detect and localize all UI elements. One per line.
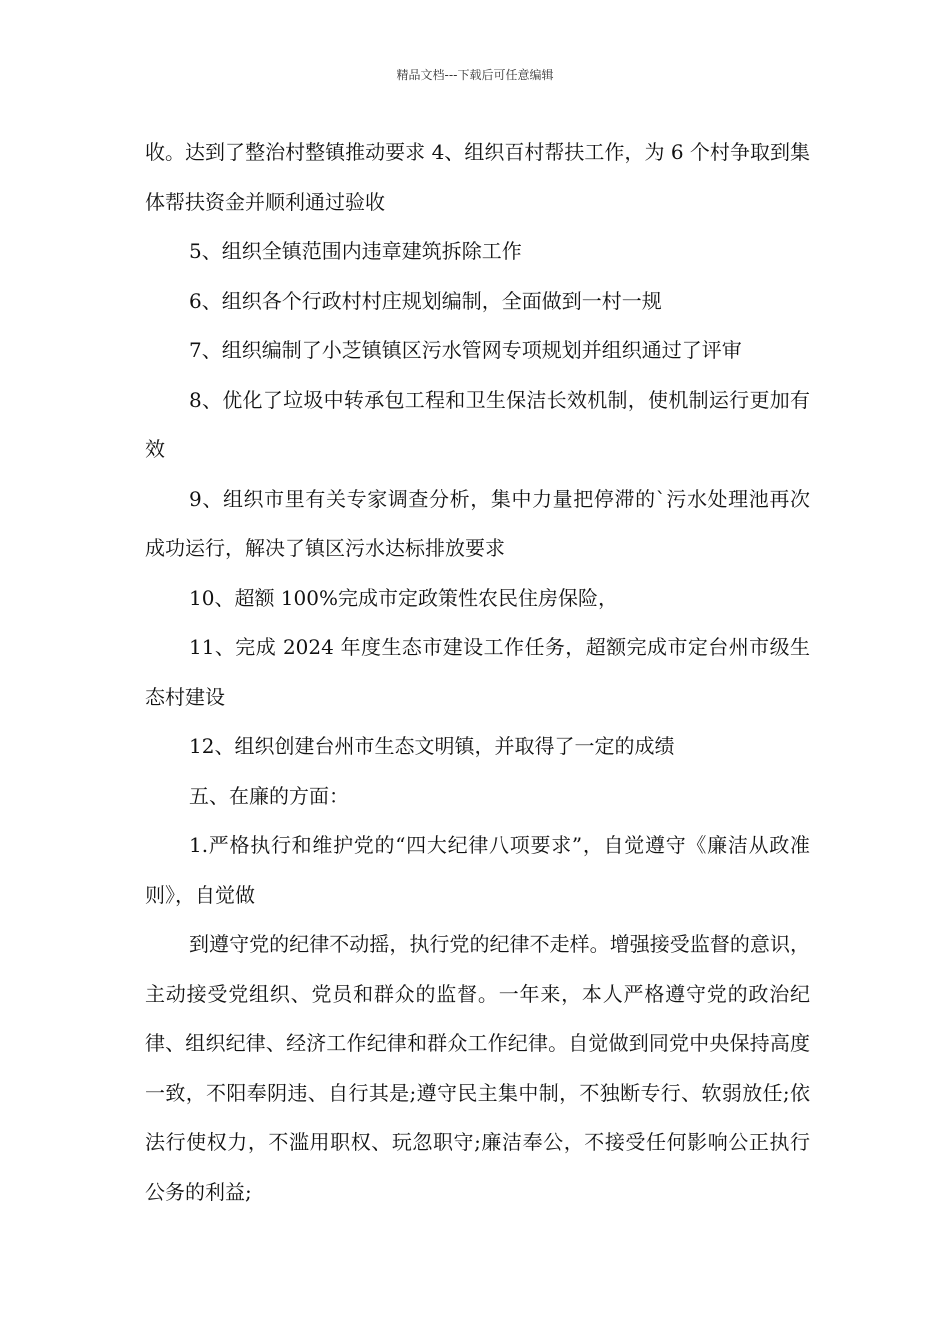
paragraph: 9、组织市里有关专家调查分析，集中力量把停滞的`污水处理池再次成功运行，解决了镇区污水达标排放要求 <box>145 486 810 560</box>
paragraph: 7、组织编制了小芝镇镇区污水管网专项规划并组织通过了评审 <box>189 338 742 362</box>
paragraph: 6、组织各个行政村村庄规划编制，全面做到一村一规 <box>189 288 662 313</box>
paragraph: 到遵守党的纪律不动摇，执行党的纪律不走样。增强接受监督的意识，主动接受党组织、党员和群众的监督。一年来，本人严格遵守党的政治纪律、组织纪律、经济工作纪律和群众工作纪律。自觉做到同党中央保持高度一致，不阳奉阴违、自行其是;遵守民主集中制，不独断专行、软弱放任;依法行使权力，不滥用职权、玩忽职守;廉洁奉公，不接受任何影响公正执行公务的利益; <box>145 932 810 1204</box>
paragraph: 11、完成 2024 年度生态市建设工作任务，超额完成市定台州市级生态村建设 <box>145 635 810 709</box>
paragraph: 8、优化了垃圾中转承包工程和卫生保洁长效机制，使机制运行更加有效 <box>145 387 810 461</box>
section-heading: 五、在廉的方面： <box>189 783 349 808</box>
paragraph: 10、超额 100%完成市定政策性农民住房保险， <box>189 585 618 610</box>
paragraph: 12、组织创建台州市生态文明镇，并取得了一定的成绩 <box>189 734 675 758</box>
paragraph: 1.严格执行和维护党的“四大纪律八项要求”，自觉遵守《廉洁从政准则》，自觉做 <box>145 833 810 907</box>
page-header: 精品文档---下载后可任意编辑 <box>396 68 554 82</box>
paragraph: 5、组织全镇范围内违章建筑拆除工作 <box>189 239 522 263</box>
document-body <box>145 128 810 1217</box>
paragraph: 收。达到了整治村整镇推动要求 4、组织百村帮扶工作，为 6 个村争取到集体帮扶资金并顺利通过验收 <box>145 140 810 214</box>
